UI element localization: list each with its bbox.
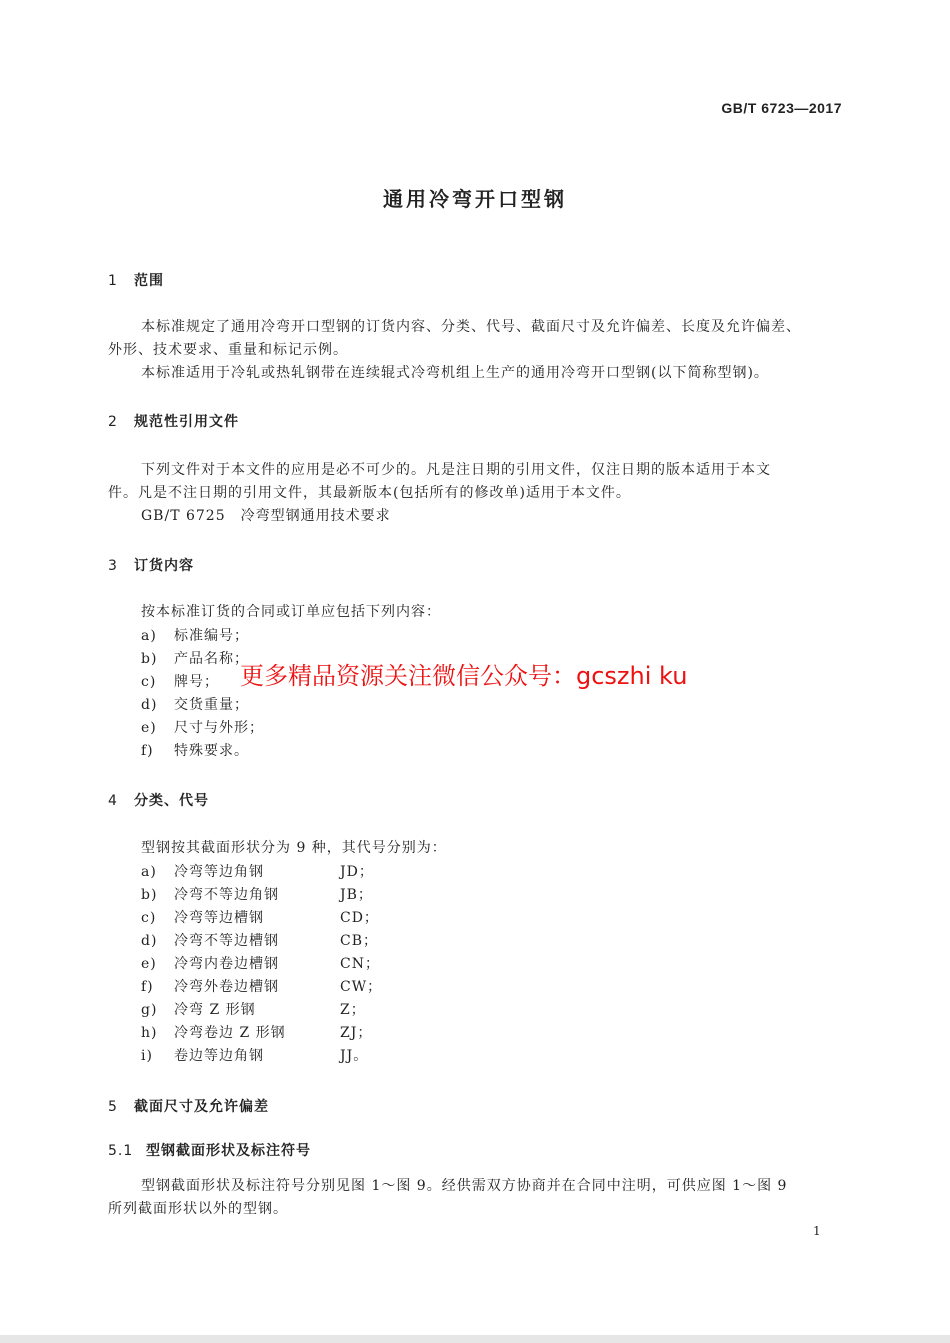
paragraph: 本标准规定了通用冷弯开口型钢的订货内容、分类、代号、截面尺寸及允许偏差、长度及允许偏差、 xyxy=(141,319,801,335)
list-label: b) xyxy=(141,887,158,903)
paragraph: 型钢按其截面形状分为 9 种，其代号分别为： xyxy=(141,840,447,856)
type-code: CW； xyxy=(340,979,383,995)
list-label: h) xyxy=(141,1025,158,1041)
list-item xyxy=(141,930,378,950)
section-title: 型钢截面形状及标注符号 xyxy=(146,1143,311,1159)
list-text: 冷弯不等边角钢 xyxy=(174,887,279,903)
section-number: 2 xyxy=(108,414,118,430)
list-text: 冷弯等边角钢 xyxy=(174,864,264,880)
section-title: 范围 xyxy=(134,273,164,289)
list-label: a) xyxy=(141,628,157,644)
section-number: 1 xyxy=(108,273,118,289)
standard-code: GB/T 6723—2017 xyxy=(721,100,842,116)
list-label: e) xyxy=(141,956,157,972)
type-code: CN； xyxy=(340,956,380,972)
section-number: 4 xyxy=(108,793,118,809)
list-item xyxy=(141,671,219,691)
paragraph: 下列文件对于本文件的应用是必不可少的。凡是注日期的引用文件，仅注日期的版本适用于本文 xyxy=(141,462,771,478)
list-text: 冷弯等边槽钢 xyxy=(174,910,264,926)
list-label: d) xyxy=(141,933,158,949)
list-item xyxy=(141,999,366,1019)
list-text: 交货重量； xyxy=(174,697,249,713)
list-label: g) xyxy=(141,1002,158,1018)
list-item xyxy=(141,717,264,737)
page-title: 通用冷弯开口型钢 xyxy=(383,187,567,211)
list-label: i) xyxy=(141,1048,153,1064)
list-label: c) xyxy=(141,910,157,926)
list-text: 冷弯外卷边槽钢 xyxy=(174,979,279,995)
section-4-heading xyxy=(108,790,209,810)
paragraph: 按本标准订货的合同或订单应包括下列内容： xyxy=(141,604,441,620)
section-title: 分类、代号 xyxy=(134,793,209,809)
section-number: 3 xyxy=(108,558,118,574)
list-label: d) xyxy=(141,697,158,713)
list-item xyxy=(141,694,249,714)
type-code: CD； xyxy=(340,910,379,926)
list-item xyxy=(141,1022,372,1042)
list-item xyxy=(141,976,382,996)
list-label: e) xyxy=(141,720,157,736)
type-code: JJ。 xyxy=(340,1048,369,1064)
list-text: 尺寸与外形； xyxy=(174,720,264,736)
paragraph: 型钢截面形状及标注符号分别见图 1～图 9。经供需双方协商并在合同中注明，可供应图 1～图 9 xyxy=(141,1178,788,1194)
list-text: 冷弯卷边 Z 形钢 xyxy=(174,1025,286,1041)
subsection-5-1-heading xyxy=(108,1140,311,1160)
paragraph: 外形、技术要求、重量和标记示例。 xyxy=(108,342,348,358)
list-text: 标准编号； xyxy=(174,628,249,644)
paragraph: 所列截面形状以外的型钢。 xyxy=(108,1201,288,1217)
type-code: JD； xyxy=(340,864,374,880)
paragraph: 本标准适用于冷轧或热轧钢带在连续辊式冷弯机组上生产的通用冷弯开口型钢(以下简称型钢)。 xyxy=(141,365,769,381)
section-title: 截面尺寸及允许偏差 xyxy=(134,1099,269,1115)
section-3-heading xyxy=(108,555,194,575)
section-number: 5.1 xyxy=(108,1143,134,1159)
list-text: 牌号； xyxy=(174,674,219,690)
list-item xyxy=(141,884,373,904)
section-title: 规范性引用文件 xyxy=(134,414,239,430)
list-label: f) xyxy=(141,979,154,995)
type-code: CB； xyxy=(340,933,378,949)
list-text: 卷边等边角钢 xyxy=(174,1048,264,1064)
list-item xyxy=(141,861,374,881)
list-item xyxy=(141,907,379,927)
list-text: 特殊要求。 xyxy=(174,743,249,759)
type-code: ZJ； xyxy=(340,1025,373,1041)
list-item xyxy=(141,1045,368,1065)
reference-item: GB/T 6725 冷弯型钢通用技术要求 xyxy=(141,508,391,524)
list-item xyxy=(141,648,249,668)
section-title: 订货内容 xyxy=(134,558,194,574)
watermark-text: 更多精品资源关注微信公众号：gcszhi ku xyxy=(240,662,688,690)
section-1-heading xyxy=(108,270,164,290)
type-code: JB； xyxy=(340,887,373,903)
page-number: 1 xyxy=(813,1224,821,1238)
list-text: 产品名称； xyxy=(174,651,249,667)
list-text: 冷弯不等边槽钢 xyxy=(174,933,279,949)
list-item xyxy=(141,625,249,645)
list-item xyxy=(141,740,249,760)
list-text: 冷弯内卷边槽钢 xyxy=(174,956,279,972)
paragraph: 件。凡是不注日期的引用文件，其最新版本(包括所有的修改单)适用于本文件。 xyxy=(108,485,631,501)
list-label: b) xyxy=(141,651,158,667)
list-label: f) xyxy=(141,743,154,759)
list-text: 冷弯 Z 形钢 xyxy=(174,1002,256,1018)
list-label: c) xyxy=(141,674,157,690)
list-item xyxy=(141,953,380,973)
section-2-heading xyxy=(108,411,239,431)
page-bottom-edge xyxy=(0,1335,950,1343)
section-number: 5 xyxy=(108,1099,118,1115)
section-5-heading xyxy=(108,1096,269,1116)
list-label: a) xyxy=(141,864,157,880)
type-code: Z； xyxy=(340,1002,366,1018)
